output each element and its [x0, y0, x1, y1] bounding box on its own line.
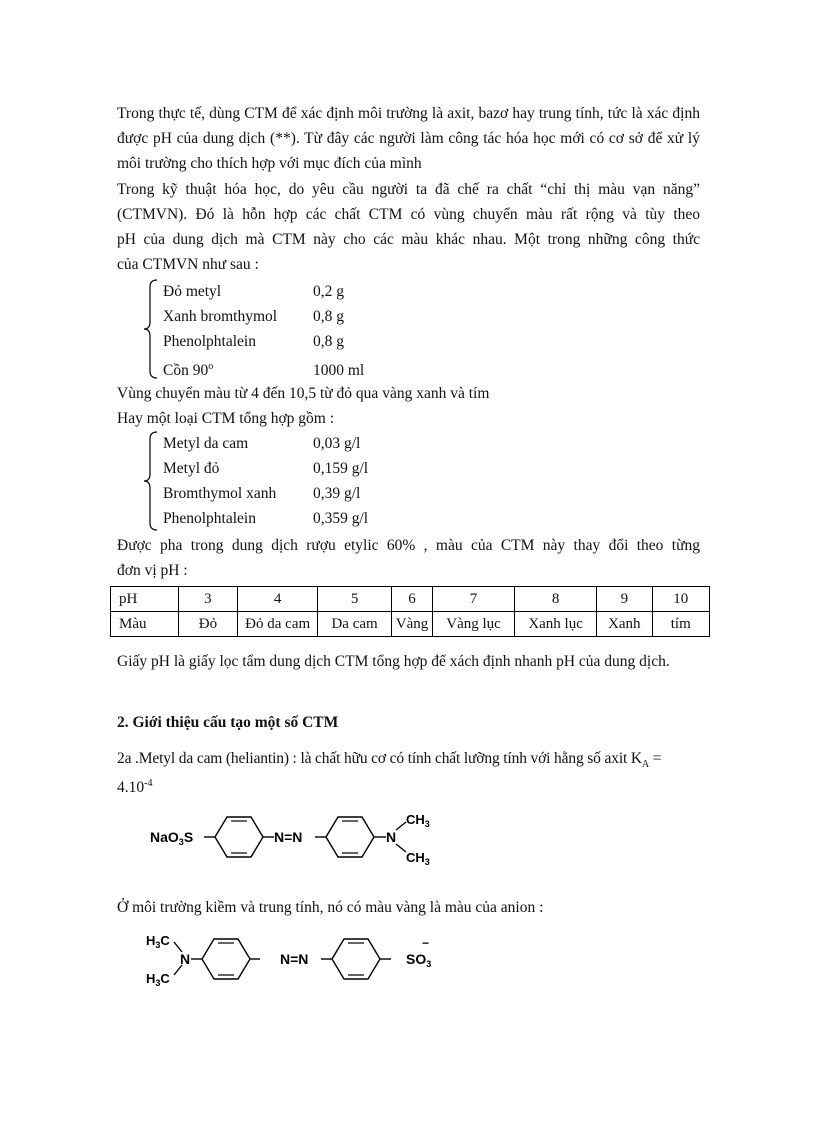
- svg-text:H3C: $H_3C$: [146, 933, 170, 950]
- table-cell: Đỏ: [178, 612, 237, 637]
- section-heading: 2. Giới thiệu cấu tạo một số CTM: [117, 714, 339, 731]
- formula1-row: Cồn 90$^o$ 1000 ml: [163, 361, 365, 380]
- anion-structure: [140, 925, 460, 995]
- table-cell: 3: [178, 587, 237, 612]
- formula2-row: Metyl đỏ 0,159 g/l: [163, 460, 369, 477]
- paragraph-etylic-line2: đơn vị pH :: [117, 562, 188, 579]
- formula1-list: [163, 279, 423, 379]
- paragraph-metyl-da-cam: 2a .Metyl da cam (heliantin) : là chất hữu cơ có tính chất lưỡng tính với hằng số axit $K_A$ =: [117, 750, 662, 771]
- table-cell: 8: [515, 587, 597, 612]
- paragraph-range: Vùng chuyển màu từ 4 đến 10,5 từ đỏ qua vàng xanh và tím: [117, 385, 490, 402]
- svg-text:−: −: [422, 936, 430, 950]
- svg-text:N=N: N=N: [274, 829, 303, 845]
- table-row: [111, 612, 710, 637]
- table-cell: 4: [238, 587, 318, 612]
- paragraph-ctmvn-line3: pH của dung dịch mà CTM này cho các màu khác nhau. Một trong những công thức: [117, 231, 700, 248]
- table-cell: Vàng lục: [433, 612, 515, 637]
- formula2-row: Bromthymol xanh 0,39 g/l: [163, 485, 361, 502]
- table-cell: Đỏ da cam: [238, 612, 318, 637]
- formula2-list: [163, 431, 423, 531]
- formula1-row: Đỏ metyl 0,2 g: [163, 283, 344, 300]
- ph-color-table: [110, 586, 710, 637]
- paragraph-ka-value: $4.10^{-4}$: [117, 778, 153, 797]
- table-cell: Xanh: [597, 612, 652, 637]
- formula2-row: Metyl da cam 0,03 g/l: [163, 435, 361, 452]
- table-cell: 10: [652, 587, 710, 612]
- table-cell: Xanh lục: [515, 612, 597, 637]
- table-cell: tím: [652, 612, 710, 637]
- table-cell: 9: [597, 587, 652, 612]
- formula1-row: Xanh bromthymol 0,8 g: [163, 308, 344, 325]
- brace-icon: [143, 431, 159, 531]
- paragraph-anion: Ở môi trường kiềm và trung tính, nó có màu vàng là màu của anion :: [117, 899, 544, 916]
- svg-text:SO3: $SO_3$: [406, 951, 432, 969]
- table-cell: 6: [392, 587, 433, 612]
- table-cell: Màu: [111, 612, 179, 637]
- svg-text:CH3: $CH_3$: [406, 812, 430, 829]
- paragraph-mix: Hay một loại CTM tổng hợp gồm :: [117, 410, 335, 427]
- formula1-row: Phenolphtalein 0,8 g: [163, 333, 344, 350]
- paragraph-ctmvn-line1: Trong kỹ thuật hóa học, do yêu cầu người ta đã chế ra chất “chỉ thị màu vạn năng”: [117, 181, 700, 198]
- table-cell: 7: [433, 587, 515, 612]
- brace-icon: [143, 279, 159, 379]
- table-cell: Da cam: [318, 612, 392, 637]
- paragraph-ph-paper: Giấy pH là giấy lọc tẩm dung dịch CTM tổng hợp để xách định nhanh pH của dung dịch.: [117, 653, 670, 670]
- table-cell: 5: [318, 587, 392, 612]
- paragraph-ctmvn-line2: (CTMVN). Đó là hỗn hợp các chất CTM có vùng chuyển màu rất rộng và tùy theo: [117, 206, 700, 223]
- svg-text:N: N: [180, 951, 191, 967]
- svg-text:N: N: [386, 829, 397, 845]
- formula2-row: Phenolphtalein 0,359 g/l: [163, 510, 369, 527]
- paragraph-etylic-line1: Được pha trong dung dịch rượu etylic 60% , màu của CTM này thay đổi theo từng: [117, 537, 700, 554]
- table-cell: Vàng: [392, 612, 433, 637]
- svg-text:NaO3S: NaO$_3$S: [150, 829, 194, 847]
- svg-text:CH3: $CH_3$: [406, 850, 430, 867]
- svg-text:N=N: N=N: [280, 951, 309, 967]
- methyl-orange-structure: [140, 800, 470, 880]
- table-cell: pH: [111, 587, 179, 612]
- svg-text:H3C: $H_3C$: [146, 971, 170, 988]
- paragraph-ctmvn-line4: của CTMVN như sau :: [117, 256, 259, 273]
- paragraph-intro: Trong thực tế, dùng CTM để xác định môi trường là axit, bazơ hay trung tính, tức là xác định được pH của dung dịch (**). Từ đây các người làm công tác hóa học mới có cơ sở để xử lý môi trường cho thích hợp với mục đích của mình: [117, 105, 700, 172]
- table-row: [111, 587, 710, 612]
